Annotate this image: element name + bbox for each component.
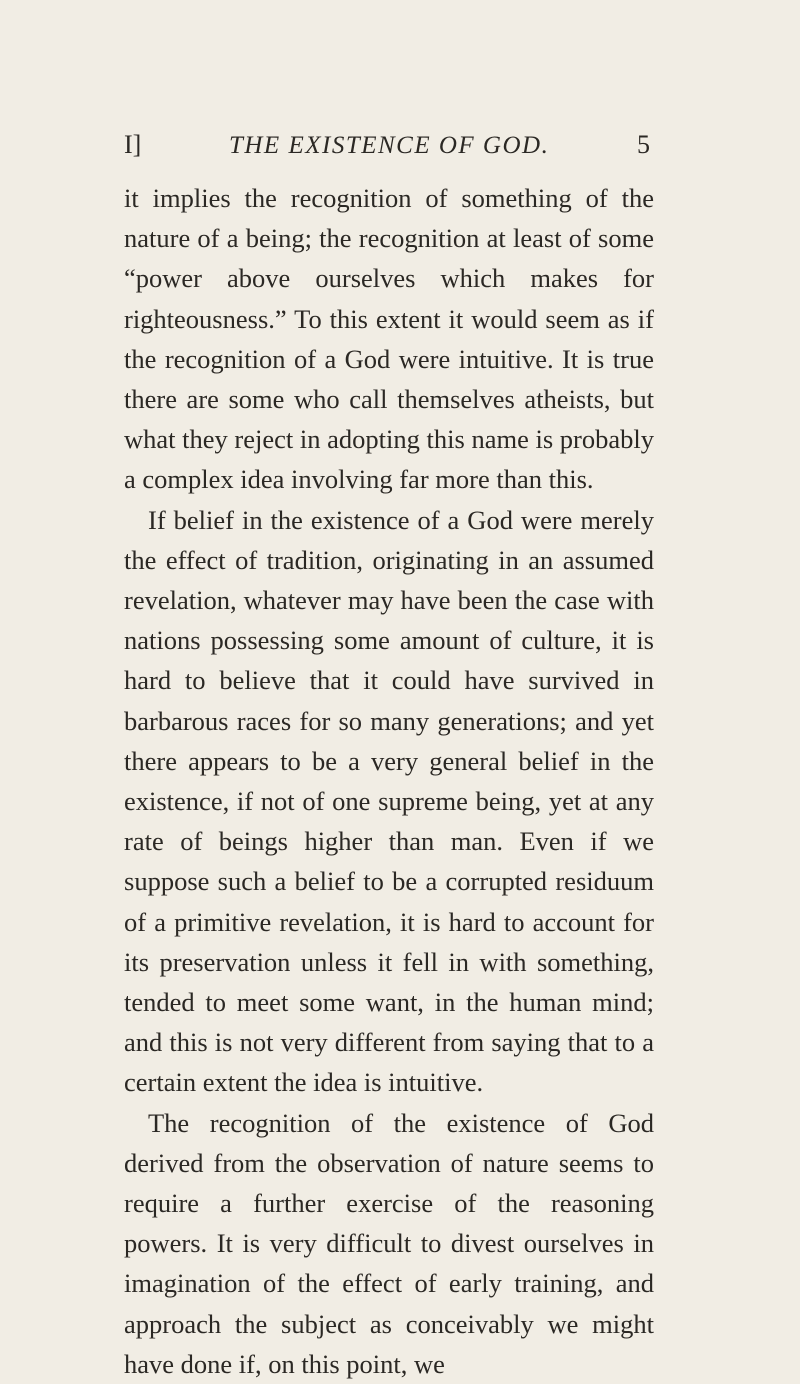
chapter-number: I] [124, 130, 142, 159]
running-title: THE EXISTENCE OF GOD. [228, 132, 550, 159]
paragraph: If belief in the existence of a God were merely the effect of tradition, originating in an assumed revelation, whatever may have been the case with nations possessing some amount of culture, it is hard to believe that it could have survived in barbarous races for so many generations; and yet there appears to be a very general belief in the existence, if not of one supreme being, yet at any rate of beings higher than man. Even if we suppose such a belief to be a corrupted residuum of a primitive revelation, it is hard to account for its preservation unless it fell in with something, tended to meet some want, in the human mind; and this is not very different from saying that to a certain extent the idea is intuitive. [124, 504, 654, 1098]
paragraph: The recognition of the existence of God derived from the observation of nature seems to require a further exercise of the reasoning powers. It is very difficult to divest ourselves in imagination of the effect of early training, and approach the subject as conceivably we might have done if, on this point, we [124, 1107, 654, 1379]
paragraph: it implies the recognition of something of the nature of a being; the recognition at least of some “power above ourselves which makes for righteousness.” To this extent it would seem as if the recognition of a God were intuitive. It is true there are some who call themselves atheists, but what they reject in adopting this name is probably a complex idea involving far more than this. [124, 183, 654, 495]
body-text [124, 178, 654, 1384]
running-header [124, 130, 650, 170]
page-number: 5 [637, 130, 650, 159]
